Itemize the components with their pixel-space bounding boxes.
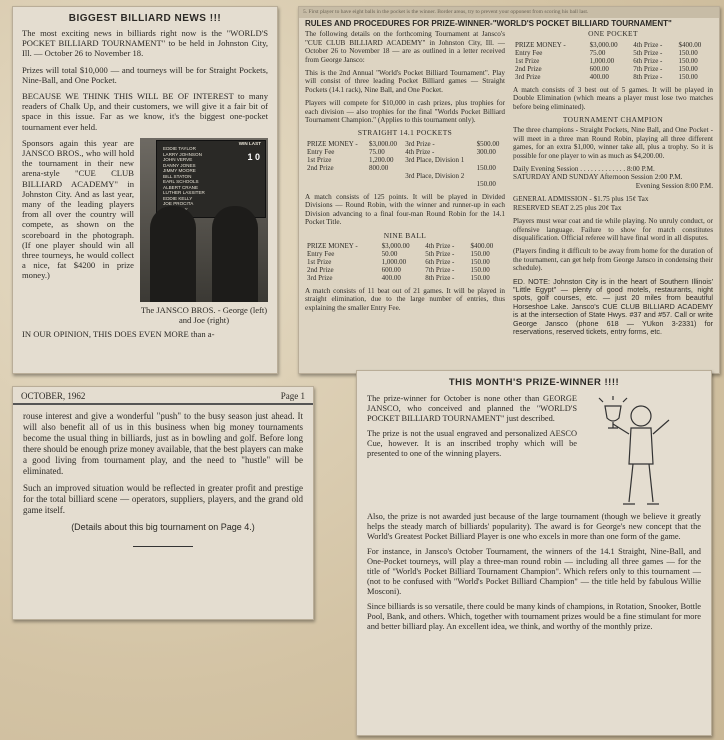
scoreboard-name: LUTHER LASSITER [163, 190, 205, 196]
paragraph: Sponsors again this year are JANSCO BROS., who will hold the tournament in their new arena-style "CUE CLUB BILLIARD ACADEMY" in Johnston City. And as last year, many of the leading players from all over the country will compete, as shown on the scoreboard in the photograph. (If one player should win all three tourneys, he would collect a nice, fat $4200 in prize money.) [22, 137, 134, 281]
table-cell: 6th Prize - [633, 56, 663, 65]
table-cell [475, 172, 505, 180]
table-cell: 2nd Prize [307, 163, 334, 172]
table-cell: 75.00 [368, 147, 385, 156]
paragraph: Players must wear coat and tie while playing. No unruly conduct, or offensive language. Failure to show for match constitutes disqualification. Official referee will have final word in all disputes. [513, 217, 713, 242]
table-cell: 2nd Prize [307, 265, 334, 274]
table-cell: 150.00 [470, 265, 490, 274]
table-cell: 150.00 [678, 72, 698, 81]
table-cell: 1,000.00 [589, 56, 615, 65]
clipping-biggest-news [12, 6, 278, 374]
photo-figure [140, 138, 268, 325]
table-cell: 7th Prize - [425, 265, 455, 274]
table-cell: 150.00 [678, 48, 698, 57]
divider [133, 546, 193, 547]
scoreboard-name: LARRY JOHNSON [163, 151, 202, 157]
paragraph: The most exciting news in billiards right now is the "WORLD'S POCKET BILLIARD TOURNAMENT" to be held in Johnston City, Ill. — October 26 to November 18. [22, 28, 268, 59]
table-cell: 150.00 [470, 257, 490, 266]
section-heading: NINE BALL [383, 230, 427, 240]
details-note: (Details about this big tournament on Page 4.) [71, 522, 255, 532]
table-cell: 150.00 [678, 64, 698, 73]
table-cell: 6th Prize - [425, 257, 455, 266]
table-cell [403, 164, 474, 172]
table-cell: 5th Prize - [633, 48, 663, 57]
paragraph: Since billiards is so versatile, there could be many kinds of champions, in Rotation, Snooker, Bottle Pool, Bank, and others. Which, together with tournament prizes would be a fine stimulant for more and better billiard play. An excellent idea, we think, and worthy of the monthly prize. [367, 602, 701, 631]
table-cell: 5th Prize - [425, 249, 455, 258]
table-cell: 8th Prize - [425, 273, 455, 282]
scoreboard-name: ALBERT CRANE [163, 184, 199, 190]
clipping-prize-winner [356, 370, 712, 736]
paragraph: The following details on the forthcoming Tournament at Jansco's "CUE CLUB BILLIARD ACADEMY" in Johnston City, Ill. — October 26 to November 18 — are as outlined in a letter received from George Jansco: [305, 30, 505, 64]
paragraph: IN OUR OPINION, THIS DOES EVEN MORE than a- [22, 328, 215, 339]
session-line: Evening Session 8:00 P.M. [635, 181, 713, 190]
table-cell: Entry Fee [307, 249, 335, 258]
scoreboard-header: WIN LAST [238, 140, 261, 146]
scoreboard-scores: 1 0 [247, 151, 260, 162]
paragraph: For instance, in Jansco's October Tournament, the winners of the 14.1 Straight, Nine-Ball, and One-Pocket tourneys, will play a three-man round robin — including all three games — for the title of "World's Pocket Billiard Tournament Champion". Which refers only to this tournament — (not to be confused with "World's Pocket Billiard Champion" — the title held by fabulous Willie Mosconi). [367, 547, 701, 596]
table-cell: 50.00 [381, 249, 398, 258]
scoreboard-name: BILL STATON [163, 173, 192, 179]
paragraph: A match consists of 125 points. It will be played in Divided Divisions — Round Robin, with the winner and runner-up in each Division advancing to a final four-man Round Robin for the 14.1 Pocket Title. [305, 192, 505, 227]
table-cell: 75.00 [589, 48, 606, 57]
issue-date: OCTOBER, 1962 [21, 391, 86, 401]
prize-table-one-pocket [513, 41, 713, 81]
page-header [13, 387, 313, 405]
photo-jansco-bros [140, 138, 268, 302]
scoreboard-name: JOHN VERVE [163, 157, 193, 163]
table-cell: 150.00 [470, 249, 490, 258]
paragraph: The prize-winner for October is none other than GEORGE JANSCO, who conceived and planned the "WORLD'S POCKET BILLIARD TOURNAMENT" just described. [367, 394, 577, 423]
section-heading: TOURNAMENT CHAMPION [562, 115, 664, 125]
table-cell: 800.00 [368, 163, 389, 172]
page-number: Page 1 [280, 391, 305, 401]
person-joe [212, 206, 258, 302]
headline: BIGGEST BILLIARD NEWS !!! [68, 13, 222, 24]
table-cell: 4th Prize - [425, 241, 455, 250]
table-cell: 150.00 [470, 273, 490, 282]
clipping-rules-procedures [298, 6, 720, 374]
editor-note: ED. NOTE: Johnston City is in the heart of Southern Illinois' "Little Egypt" — plenty of good motels, restaurants, night spots, golf courses, etc. — just 20 miles from beautiful Horseshoe Lake. Jansco's CUE CLUB BILLIARD ACADEMY is at the intersection of State Hwys. #37 and #57. Call or write George Jansco (phone 618 — YUkon 3-2331) for reservations, reserved tickets, entry forms, etc. [513, 276, 713, 336]
paragraph: BECAUSE WE THINK THIS WILL BE OF INTEREST to many readers of Chalk Up, and their customers, we will give it a fair bit of space in this issue. Far as we know, it's the biggest one-pocket tournament ever held. [22, 91, 268, 132]
table-cell: 400.00 [381, 273, 401, 282]
paragraph: This is the 2nd Annual "World's Pocket Billiard Tournament". Play will consist of three leading Pocket Billiard games — Straight Pockets (14.1 rack), Nine Ball, and One Pocket. [305, 69, 505, 94]
table-cell: 8th Prize - [633, 72, 663, 81]
table-cell: 300.00 [476, 147, 496, 156]
scoreboard-name: EARL SCHOOLS [163, 179, 199, 185]
table-cell: 1,000.00 [381, 257, 407, 266]
scoreboard-name: EDDIE KELLY [163, 195, 193, 201]
paragraph: rouse interest and give a wonderful "push" to the busy season just ahead. It will also benefit all of us in this business when big money tournaments become the usual thing in billiards, just as in bowling and golf. Before long there should be enough prize money available, that the best players can make a good living from tournament play, and the need to "hustle" will be eliminated. [23, 411, 303, 476]
session-line: Daily Evening Session . . . . . . . . . . . . . 8:00 P.M. [513, 165, 655, 174]
prize-table-straight [305, 140, 505, 188]
table-cell: 600.00 [381, 265, 401, 274]
table-cell: 1st Prize [515, 56, 540, 65]
table-cell: 2nd Prize [515, 64, 542, 73]
trophy-cartoon-icon [583, 394, 699, 512]
headline: RULES AND PROCEDURES FOR PRIZE-WINNER-"WORLD'S POCKET BILLIARD TOURNAMENT" [305, 19, 672, 28]
table-cell: 1,200.00 [368, 155, 394, 164]
table-cell: 3rd Prize [307, 273, 333, 282]
table-cell: 150.00 [476, 163, 496, 172]
paragraph: A match consists of 3 best out of 5 games. It will be played in Double Elimination (which means a player must lose two matches before being eliminated). [513, 85, 713, 111]
table-cell: 150.00 [476, 179, 496, 188]
paragraph: Players will compete for $10,000 in cash prizes, plus trophies for each division — also trophies for the final "Worlds Pocket Billiard Tournament Champion." (Applies to this tournament only). [305, 99, 505, 125]
table-cell [403, 180, 474, 188]
paragraph: Such an improved situation would be reflected in greater profit and prestige for the total billiard scene — operators, suppliers, players, and the grand old game itself. [23, 483, 303, 515]
table-cell: 4th Prize - [633, 40, 663, 49]
paragraph: The three champions - Straight Pockets, Nine Ball, and One Pocket - will meet in a three man Round Robin, playing all three different games, for an extra $1,000, winner take all, plus a trophy. So it is possible for one player to win as much as $4,200.00. [513, 126, 713, 160]
admission-line: RESERVED SEAT 2.25 plus 20¢ Tax [513, 203, 622, 212]
table-cell [305, 172, 367, 180]
table-cell: $3,000.00 [589, 40, 618, 49]
paragraph: A match consists of 11 beat out of 21 games. It will be played in straight elimination, due to the large number of entries, thus explaining the smaller Entry Fee. [305, 286, 505, 312]
table-cell [305, 180, 367, 188]
table-cell: 4th Prize - [405, 147, 435, 156]
headline: THIS MONTH'S PRIZE-WINNER !!!! [448, 377, 620, 388]
scoreboard-name: DANNY JONES [163, 162, 196, 168]
table-cell: Entry Fee [307, 147, 335, 156]
left-column [305, 30, 505, 341]
table-cell: 3rd Place, Division 1 [405, 155, 465, 164]
photo-caption: The JANSCO BROS. - George (left) and Joe (right) [140, 304, 268, 325]
table-cell: 3rd Place, Division 2 [405, 171, 465, 180]
table-cell: $400.00 [470, 241, 494, 250]
table-cell: 3rd Prize - [405, 139, 435, 148]
clipping-page-1 [12, 386, 314, 620]
person-george [150, 206, 196, 302]
paragraph: (Players finding it difficult to be away from home for the duration of the tournament, can get help from George Jansco in condensing their schedule). [513, 247, 713, 273]
scoreboard-name: JIMMY MOORE [163, 168, 196, 174]
section-heading: STRAIGHT 14.1 POCKETS [357, 128, 453, 138]
table-cell: PRIZE MONEY - [307, 139, 358, 148]
table-cell: $400.00 [678, 40, 702, 49]
scoreboard-name: EDDIE TAYLOR [163, 146, 196, 152]
table-cell [475, 156, 505, 164]
table-cell: PRIZE MONEY - [515, 40, 566, 49]
paragraph: Prizes will total $10,000 — and tourneys will be for Straight Pockets, Nine-Ball, and One Pocket. [22, 64, 268, 85]
table-cell: $500.00 [476, 139, 500, 148]
table-cell [367, 180, 403, 188]
table-cell: 1st Prize [307, 155, 332, 164]
table-cell: $3,000.00 [368, 139, 397, 148]
table-cell: 7th Prize - [633, 64, 663, 73]
table-cell: $3,000.00 [381, 241, 410, 250]
table-cell [367, 172, 403, 180]
table-cell: 400.00 [589, 72, 609, 81]
table-cell: Entry Fee [515, 48, 543, 57]
top-strip: 5. First player to have eight balls in the pocket is the winner. Border areas, try to prevent your opponent from scoring his ball last. [299, 7, 719, 18]
table-cell: 600.00 [589, 64, 609, 73]
right-column [513, 30, 713, 341]
paragraph: The prize is not the usual engraved and personalized AESCO Cue, however. It is an inscribed trophy which will be presented to one of the winning players. [367, 429, 577, 458]
table-cell: 150.00 [678, 56, 698, 65]
table-cell: 1st Prize [307, 257, 332, 266]
prize-table-nine-ball [305, 242, 505, 282]
scoreboard-name: JOE PROCITA [163, 201, 194, 207]
admission-line: GENERAL ADMISSION - $1.75 plus 15¢ Tax [513, 195, 649, 204]
paragraph: Also, the prize is not awarded just because of the large tournament (though we believe it greatly helps the steady march of billiards' popularity). The award is for George's new concept that the World's Greatest Pocket Billiard Player is one who excels in more than one form of the game. [367, 512, 701, 541]
table-cell: 3rd Prize [515, 72, 541, 81]
table-cell: PRIZE MONEY - [307, 241, 358, 250]
section-heading: ONE POCKET [588, 29, 638, 39]
session-line: SATURDAY AND SUNDAY Afternoon Session 2:00 P.M. [513, 173, 683, 182]
